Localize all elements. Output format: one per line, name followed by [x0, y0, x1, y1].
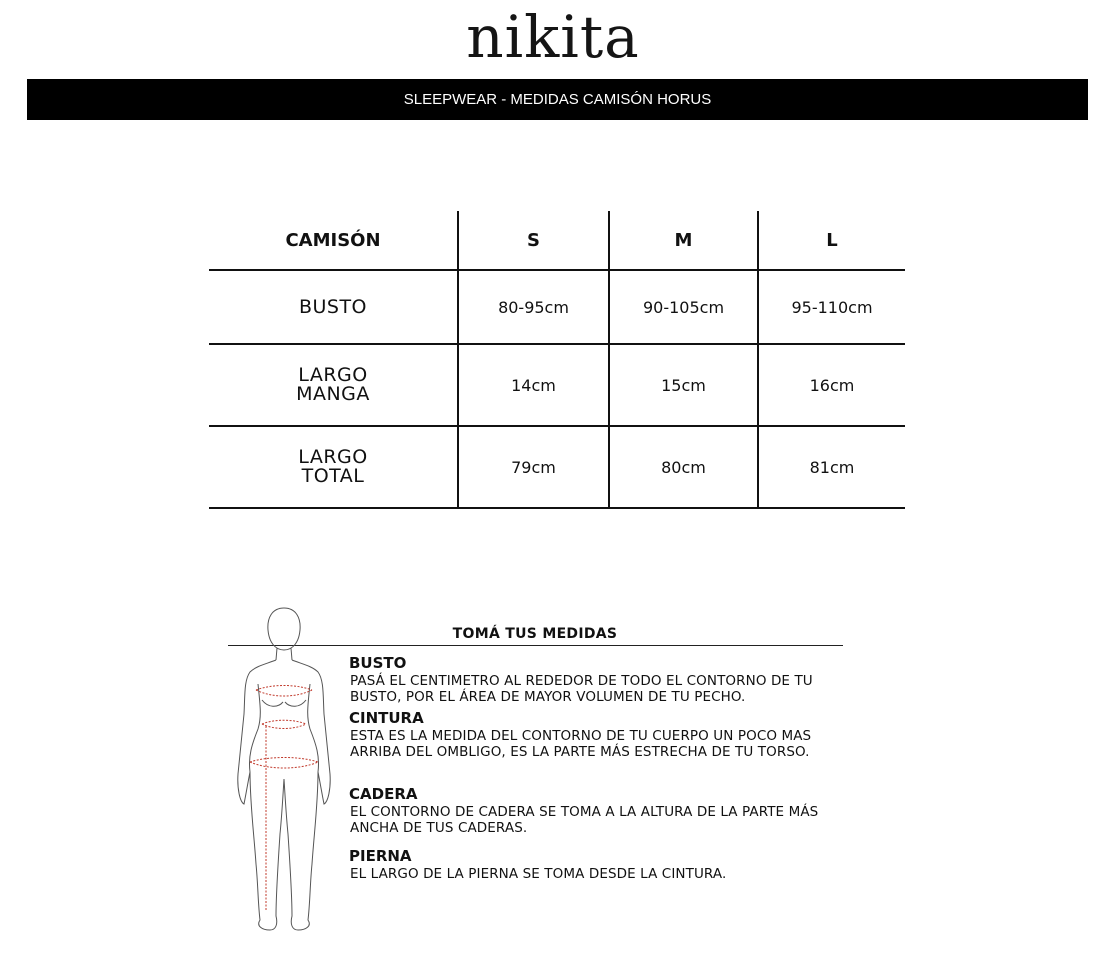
size-table [209, 211, 905, 509]
row-label-line: LARGO [298, 364, 368, 386]
header-size-l: L [758, 211, 905, 270]
row-label-busto: BUSTO [209, 270, 458, 344]
brand-logo[interactable]: nikita [466, 3, 640, 71]
section-heading: CINTURA [349, 709, 424, 727]
row-label-line: TOTAL [301, 465, 365, 487]
cell-total-m: 80cm [609, 426, 758, 508]
section-text: ESTA ES LA MEDIDA DEL CONTORNO DE TU CUERPO UN POCO MAS ARRIBA DEL OMBLIGO, ES LA PARTE MÁS ESTRECHA DE TU TORSO. [350, 728, 812, 760]
section-text: EL LARGO DE LA PIERNA SE TOMA DESDE LA CINTURA. [350, 866, 727, 882]
cell-manga-m: 15cm [609, 344, 758, 426]
body-measurement-figure-icon [228, 604, 340, 938]
guide-section-cintura [349, 709, 849, 760]
cell-busto-s: 80-95cm [458, 270, 609, 344]
row-label-line: LARGO [298, 446, 368, 468]
banner-title: SLEEPWEAR - MEDIDAS CAMISÓN HORUS [403, 91, 712, 108]
header-product: CAMISÓN [209, 211, 458, 270]
section-heading: PIERNA [349, 847, 412, 865]
table-row [209, 426, 905, 508]
guide-section-busto [349, 654, 849, 705]
cell-manga-s: 14cm [458, 344, 609, 426]
cell-busto-m: 90-105cm [609, 270, 758, 344]
row-label-largo-total [209, 426, 458, 508]
section-text: EL CONTORNO DE CADERA SE TOMA A LA ALTURA DE LA PARTE MÁS ANCHA DE TUS CADERAS. [350, 804, 819, 836]
table-row [209, 344, 905, 426]
section-heading: BUSTO [349, 654, 407, 672]
cell-total-s: 79cm [458, 426, 609, 508]
section-heading: CADERA [349, 785, 418, 803]
header-size-s: S [458, 211, 609, 270]
guide-section-pierna [349, 847, 849, 883]
cell-manga-l: 16cm [758, 344, 905, 426]
row-label-line: MANGA [296, 383, 370, 405]
header-size-m: M [609, 211, 758, 270]
section-text: PASÁ EL CENTIMETRO AL REDEDOR DE TODO EL CONTORNO DE TU BUSTO, POR EL ÁREA DE MAYOR VOLUMEN DE TU PECHO. [350, 673, 813, 705]
cell-total-l: 81cm [758, 426, 905, 508]
body-figure-svg [228, 604, 340, 934]
row-label-largo-manga [209, 344, 458, 426]
table-row [209, 270, 905, 344]
guide-title: TOMÁ TUS MEDIDAS [452, 626, 618, 642]
page-banner [27, 79, 1088, 120]
size-table-header-row [209, 211, 905, 270]
cell-busto-l: 95-110cm [758, 270, 905, 344]
guide-section-cadera [349, 785, 849, 836]
